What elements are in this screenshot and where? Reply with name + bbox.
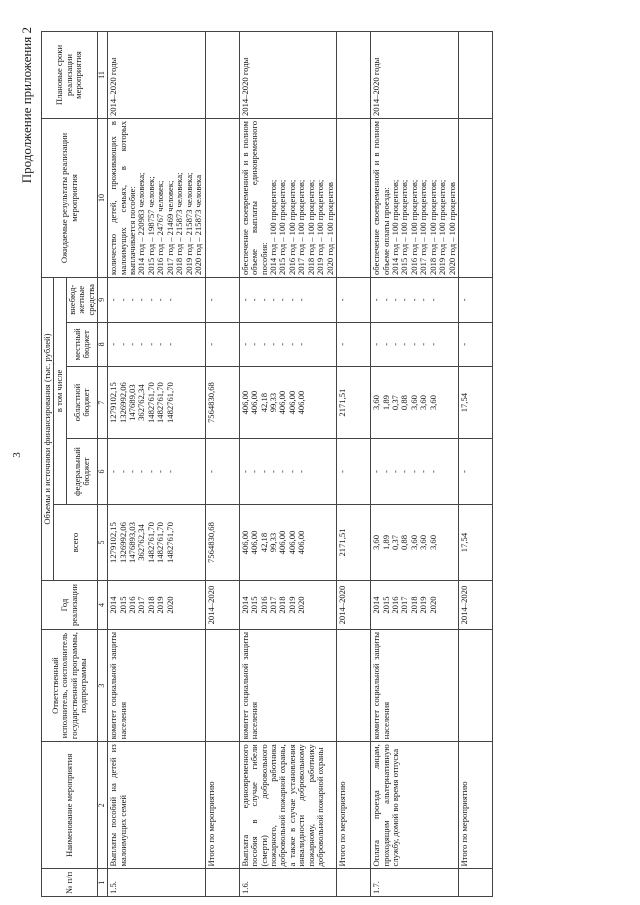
federal-value: -	[390, 470, 401, 473]
total-value: 362762,34	[136, 524, 147, 561]
subtotal-results	[337, 119, 371, 278]
header-federal: федеральный бюджет	[66, 439, 97, 505]
federal-value: -	[296, 470, 307, 473]
result-line: 2015 год – 198757 человек;	[145, 176, 156, 275]
offbudget-value: -	[427, 298, 438, 302]
federal-value: -	[408, 470, 419, 473]
federal-value: -	[371, 470, 382, 473]
federal-value: -	[108, 470, 119, 473]
local-value: -	[108, 342, 119, 346]
regional-value: 406,00	[249, 390, 260, 415]
offbudget-value: -	[408, 298, 419, 302]
year-value: 2016	[258, 596, 269, 614]
result-line: 2017 год – 100 процентов;	[418, 179, 429, 275]
result-line: 2020 год – 100 процентов	[324, 182, 335, 275]
subtotal-regional: 17,54	[459, 367, 493, 439]
header-num: № п/п	[42, 869, 98, 897]
year-value: 2017	[267, 596, 278, 614]
total-value: 406,00	[277, 530, 288, 555]
federal-value: -	[399, 470, 410, 473]
federal-value: -	[136, 470, 147, 473]
year-value: 2018	[408, 596, 419, 614]
subtotal-num	[337, 869, 371, 897]
measure-executor: комитет социальной защиты населения	[371, 629, 459, 741]
subtotal-year: 2014–2020	[337, 581, 371, 630]
regional-value: 3,60	[371, 395, 382, 411]
regional-value: 1482761,70	[164, 382, 175, 424]
measure-num: 1.7.	[371, 869, 459, 897]
measure-executor: комитет социальной защиты населения	[108, 629, 206, 741]
result-line: 2014 год – 100 процентов;	[267, 179, 278, 275]
regional-value: 3,60	[408, 395, 419, 411]
local-value: -	[267, 342, 278, 346]
result-line: количество детей, проживающих в малоимущих семьях, в которых выплачивается пособие:	[108, 121, 137, 275]
subtotal-total: 7564830,68	[205, 504, 239, 580]
measure-local	[371, 322, 459, 367]
total-value: 1279102,15	[108, 522, 119, 563]
offbudget-value: -	[399, 298, 410, 302]
measure-offbudget	[108, 277, 206, 322]
measure-total	[371, 504, 459, 580]
result-line: 2016 год – 24767 человек;	[155, 180, 166, 275]
measure-federal	[108, 439, 206, 505]
total-value: 1,89	[380, 535, 391, 551]
regional-value: 1279102,15	[108, 382, 119, 424]
federal-value: -	[249, 470, 260, 473]
header-results: Ожидаемые результаты реализации мероприятия	[42, 119, 98, 278]
offbudget-value: -	[136, 298, 147, 302]
measure-executor: комитет социальной защиты населения	[239, 629, 337, 741]
header-year: Год реализации	[42, 581, 98, 630]
subtotal-federal: -	[459, 439, 493, 505]
measure-num: 1.5.	[108, 869, 206, 897]
measure-results	[371, 119, 459, 278]
subtotal-local: -	[459, 322, 493, 367]
offbudget-value: -	[380, 298, 391, 302]
regional-value: 406,00	[286, 390, 297, 415]
federal-value: -	[380, 470, 391, 473]
subtotal-terms	[205, 32, 239, 119]
year-value: 2019	[418, 596, 429, 614]
total-value: 42,18	[258, 532, 269, 553]
regional-value: 3,60	[418, 395, 429, 411]
measure-name: Выплаты пособий на детей из малоимущих семей	[108, 742, 206, 869]
total-value: 0,37	[390, 535, 401, 551]
federal-value: -	[155, 470, 166, 473]
local-value: -	[390, 342, 401, 346]
offbudget-value: -	[296, 298, 307, 302]
offbudget-value: -	[126, 298, 137, 302]
local-value: -	[239, 342, 250, 346]
measure-offbudget	[239, 277, 337, 322]
regional-value: 1326992,06	[117, 382, 128, 424]
offbudget-value: -	[239, 298, 250, 302]
total-value: 1476893,03	[126, 522, 137, 563]
column-number: 10	[98, 119, 108, 278]
regional-value: 147689,03	[126, 384, 137, 421]
measure-federal	[371, 439, 459, 505]
federal-value: -	[145, 470, 156, 473]
total-value: 0,88	[399, 535, 410, 551]
local-value: -	[145, 342, 156, 346]
subtotal-year: 2014–2020	[459, 581, 493, 630]
measure-regional	[108, 367, 206, 439]
federal-value: -	[239, 470, 250, 473]
year-value: 2020	[164, 596, 175, 614]
local-value: -	[427, 342, 438, 346]
total-value: 3,60	[427, 535, 438, 551]
total-value: 3,60	[418, 535, 429, 551]
local-value: -	[126, 342, 137, 346]
total-value: 406,00	[239, 530, 250, 555]
subtotal-executor	[205, 629, 239, 741]
regional-value: 1,89	[380, 395, 391, 411]
subtotal-label: Итого по мероприятию	[459, 742, 493, 869]
subtotal-total: 2171,51	[337, 504, 371, 580]
offbudget-value: -	[164, 298, 175, 302]
regional-value: 406,00	[277, 390, 288, 415]
local-value: -	[371, 342, 382, 346]
column-number: 1	[98, 869, 108, 897]
result-line: 2019 год – 100 процентов;	[315, 179, 326, 275]
federal-value: -	[427, 470, 438, 473]
regional-value: 42,18	[258, 392, 269, 413]
regional-value: 3,60	[427, 395, 438, 411]
subtotal-results	[205, 119, 239, 278]
year-value: 2018	[277, 596, 288, 614]
result-line: 2016 год – 100 процентов;	[286, 179, 297, 275]
offbudget-value: -	[108, 298, 119, 302]
subtotal-offbudget: -	[459, 277, 493, 322]
subtotal-federal: -	[337, 439, 371, 505]
subtotal-local: -	[205, 322, 239, 367]
total-value: 3,60	[408, 535, 419, 551]
total-value: 3,60	[371, 535, 382, 551]
header-total: всего	[54, 504, 98, 580]
year-value: 2017	[399, 596, 410, 614]
column-numbers-row	[98, 32, 108, 897]
header-executor: Ответственный исполнитель, соисполнитель государственной программы, подпрограммы	[42, 629, 98, 741]
federal-value: -	[277, 470, 288, 473]
federal-value: -	[418, 470, 429, 473]
result-line: 2018 год – 100 процентов;	[427, 179, 438, 275]
total-value: 99,33	[267, 532, 278, 553]
year-value: 2017	[136, 596, 147, 614]
measure-regional	[371, 367, 459, 439]
page-number: 3	[11, 452, 23, 458]
federal-value: -	[286, 470, 297, 473]
year-value: 2016	[390, 596, 401, 614]
regional-value: 1482761,70	[155, 382, 166, 424]
result-line: 2014 год – 220983 человека;	[136, 172, 147, 275]
column-number: 4	[98, 581, 108, 630]
measure-name: Выплата единовременного пособия в случае гибели (смерти) добровольного пожарного, работника добровольной пожарной охраны, а также в случае установления инвалидности добровольному пожарному, работнику добровольной пожарной охраны	[239, 742, 337, 869]
year-value: 2016	[126, 596, 137, 614]
total-value: 1482761,70	[145, 522, 156, 563]
offbudget-value: -	[286, 298, 297, 302]
subtotal-year: 2014–2020	[205, 581, 239, 630]
regional-value: 362762,34	[136, 384, 147, 421]
federal-value: -	[117, 470, 128, 473]
total-value: 1326992,06	[117, 522, 128, 563]
table-body	[108, 32, 493, 897]
regional-value: 406,00	[296, 390, 307, 415]
subtotal-executor	[459, 629, 493, 741]
column-number: 6	[98, 439, 108, 505]
subtotal-terms	[459, 32, 493, 119]
subtotal-row	[205, 32, 239, 897]
header-offbudget: внебюд-жетные средства	[66, 277, 97, 322]
subtotal-regional: 7564830,68	[205, 367, 239, 439]
year-value: 2015	[117, 596, 128, 614]
result-line: 2015 год – 100 процентов;	[399, 179, 410, 275]
local-value: -	[418, 342, 429, 346]
column-number: 7	[98, 367, 108, 439]
local-value: -	[164, 342, 175, 346]
measure-row	[239, 32, 337, 897]
local-value: -	[399, 342, 410, 346]
total-value: 406,00	[286, 530, 297, 555]
result-line: 2018 год – 215873 человека;	[174, 172, 185, 275]
subtotal-regional: 2171,51	[337, 367, 371, 439]
measure-results	[108, 119, 206, 278]
federal-value: -	[267, 470, 278, 473]
result-line: 2020 год – 100 процентов	[446, 182, 457, 275]
result-line: 2016 год – 100 процентов;	[408, 179, 419, 275]
rotated-page	[5, 5, 635, 905]
offbudget-value: -	[145, 298, 156, 302]
offbudget-value: -	[371, 298, 382, 302]
column-number: 3	[98, 629, 108, 741]
subtotal-offbudget: -	[337, 277, 371, 322]
subtotal-num	[459, 869, 493, 897]
local-value: -	[249, 342, 260, 346]
result-line: 2014 год – 100 процентов;	[390, 179, 401, 275]
result-line: обеспечение своевременной и в полном объеме оплаты проезда:	[371, 121, 391, 275]
regional-value: 0,88	[399, 395, 410, 411]
measure-years	[239, 581, 337, 630]
local-value: -	[258, 342, 269, 346]
header-including: в том числе	[54, 277, 66, 504]
column-number: 2	[98, 742, 108, 869]
result-line: 2018 год – 100 процентов;	[305, 179, 316, 275]
federal-value: -	[164, 470, 175, 473]
result-line: 2017 год – 100 процентов;	[296, 179, 307, 275]
offbudget-value: -	[117, 298, 128, 302]
measure-years	[108, 581, 206, 630]
offbudget-value: -	[155, 298, 166, 302]
subtotal-row	[459, 32, 493, 897]
subtotal-federal: -	[205, 439, 239, 505]
measure-federal	[239, 439, 337, 505]
measure-terms: 2014–2020 годы	[371, 32, 459, 119]
year-value: 2014	[371, 596, 382, 614]
year-value: 2014	[239, 596, 250, 614]
column-number: 5	[98, 504, 108, 580]
result-line: 2017 год – 21469 человек;	[164, 180, 175, 275]
subtotal-executor	[337, 629, 371, 741]
local-value: -	[277, 342, 288, 346]
regional-value: 406,00	[239, 390, 250, 415]
local-value: -	[155, 342, 166, 346]
result-line: 2019 год – 215873 человека;	[183, 172, 194, 275]
measure-terms: 2014–2020 годы	[239, 32, 337, 119]
subtotal-results	[459, 119, 493, 278]
total-value: 1482761,70	[164, 522, 175, 563]
year-value: 2019	[286, 596, 297, 614]
header-name: Наименование мероприятия	[42, 742, 98, 869]
header-terms: Плановые сроки реализации мероприятия	[42, 32, 98, 119]
offbudget-value: -	[418, 298, 429, 302]
subtotal-local: -	[337, 322, 371, 367]
year-value: 2014	[108, 596, 119, 614]
offbudget-value: -	[267, 298, 278, 302]
column-number: 9	[98, 277, 108, 322]
subtotal-label: Итого по мероприятию	[337, 742, 371, 869]
measure-num: 1.6.	[239, 869, 337, 897]
measure-row	[371, 32, 459, 897]
subtotal-row	[337, 32, 371, 897]
appendix-table	[41, 31, 493, 897]
local-value: -	[296, 342, 307, 346]
year-value: 2019	[155, 596, 166, 614]
measure-local	[239, 322, 337, 367]
year-value: 2020	[296, 596, 307, 614]
result-line: 2019 год – 100 процентов;	[437, 179, 448, 275]
measure-terms: 2014–2020 годы	[108, 32, 206, 119]
subtotal-num	[205, 869, 239, 897]
regional-value: 1482761,70	[145, 382, 156, 424]
measure-offbudget	[371, 277, 459, 322]
result-line: 2015 год – 100 процентов;	[277, 179, 288, 275]
year-value: 2015	[380, 596, 391, 614]
measure-name: Оплата проезда лицам, проходящим альтернативную службу, домой во время отпуска	[371, 742, 459, 869]
year-value: 2020	[427, 596, 438, 614]
measure-row	[108, 32, 206, 897]
local-value: -	[380, 342, 391, 346]
offbudget-value: -	[258, 298, 269, 302]
offbudget-value: -	[390, 298, 401, 302]
column-number: 8	[98, 322, 108, 367]
regional-value: 0,37	[390, 395, 401, 411]
total-value: 1482761,70	[155, 522, 166, 563]
subtotal-offbudget: -	[205, 277, 239, 322]
measure-local	[108, 322, 206, 367]
subtotal-terms	[337, 32, 371, 119]
result-line: обеспечение своевременной и в полном объеме выплаты единовременного пособия:	[239, 121, 269, 275]
offbudget-value: -	[277, 298, 288, 302]
header-regional: областной бюджет	[66, 367, 97, 439]
measure-total	[108, 504, 206, 580]
federal-value: -	[258, 470, 269, 473]
local-value: -	[408, 342, 419, 346]
local-value: -	[117, 342, 128, 346]
total-value: 406,00	[249, 530, 260, 555]
result-line: 2020 год – 215873 человека	[193, 174, 204, 275]
header-funding: Объемы и источники финансирования (тыс. рублей)	[42, 277, 54, 580]
measure-regional	[239, 367, 337, 439]
local-value: -	[136, 342, 147, 346]
column-number: 11	[98, 32, 108, 119]
measure-total	[239, 504, 337, 580]
measure-years	[371, 581, 459, 630]
year-value: 2015	[249, 596, 260, 614]
continuation-title: Продолжение приложения 2	[19, 27, 34, 184]
federal-value: -	[126, 470, 137, 473]
subtotal-label: Итого по мероприятию	[205, 742, 239, 869]
header-local: местный бюджет	[66, 322, 97, 367]
year-value: 2018	[145, 596, 156, 614]
offbudget-value: -	[249, 298, 260, 302]
subtotal-total: 17,54	[459, 504, 493, 580]
total-value: 406,00	[296, 530, 307, 555]
local-value: -	[286, 342, 297, 346]
regional-value: 99,33	[267, 392, 278, 413]
measure-results	[239, 119, 337, 278]
